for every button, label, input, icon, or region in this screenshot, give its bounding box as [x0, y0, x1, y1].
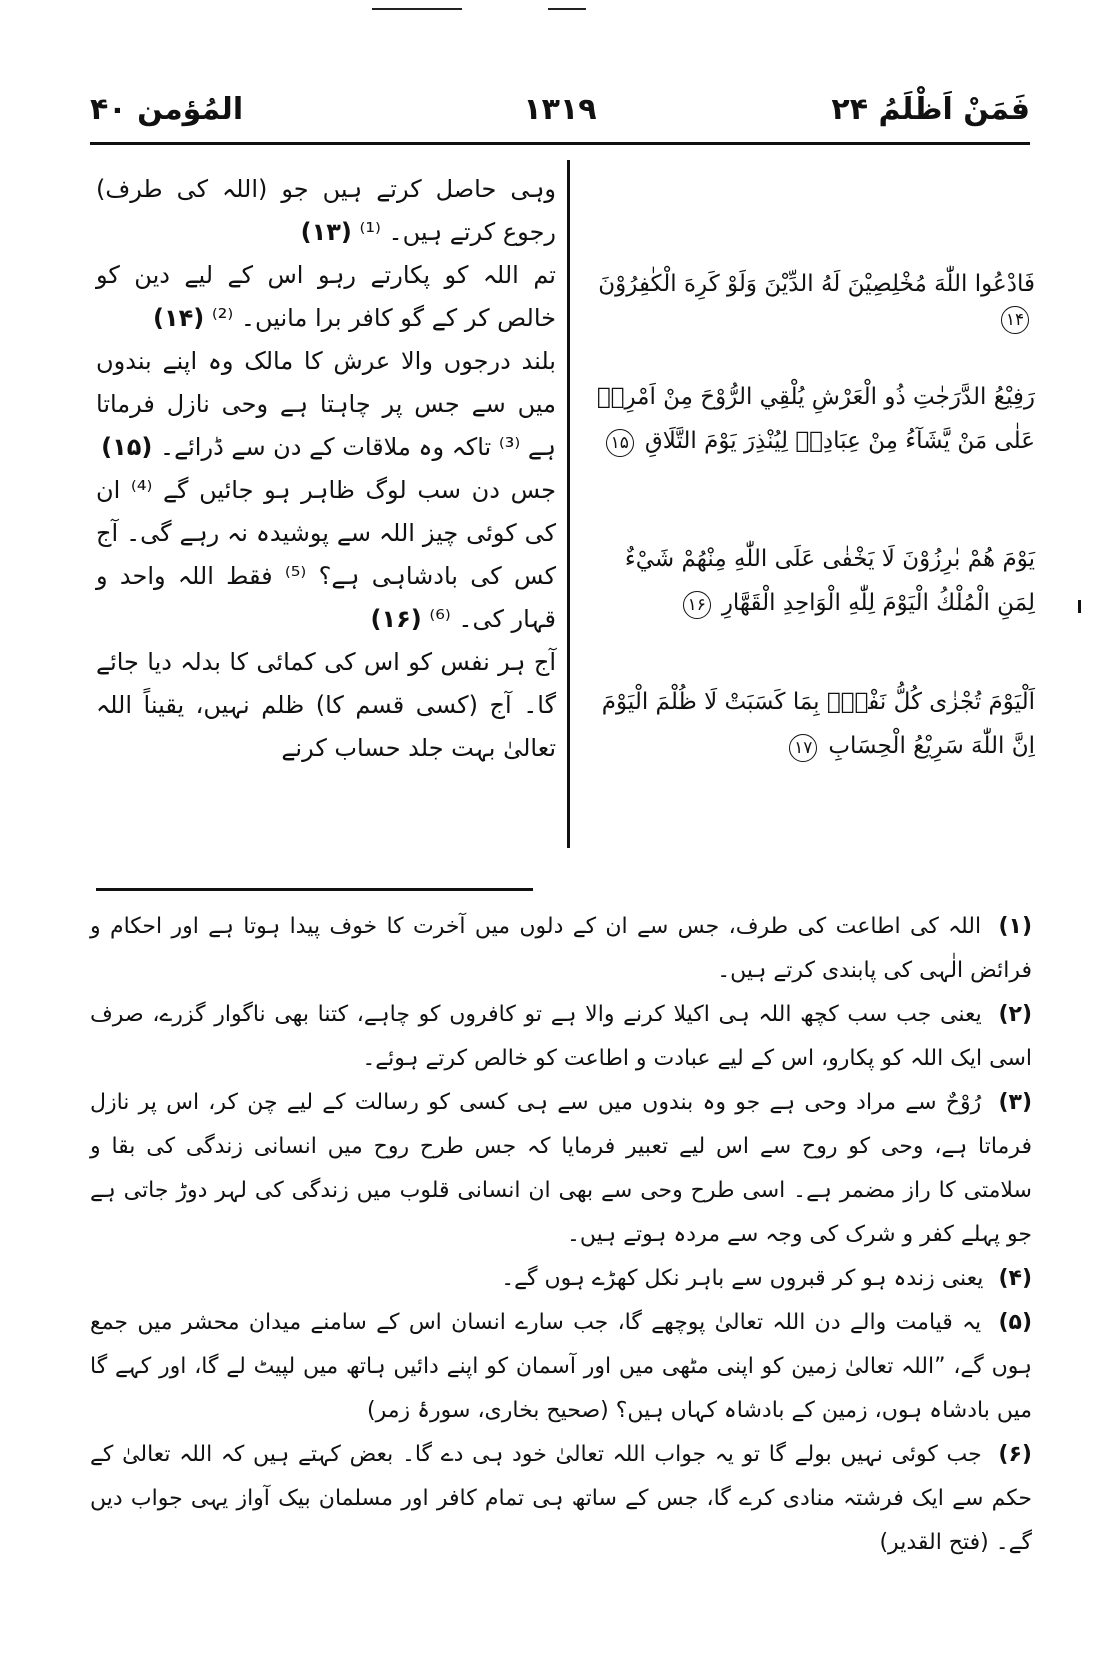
- footnote-number: (۴): [998, 1266, 1032, 1291]
- verse-reference: (۱۶): [370, 605, 422, 633]
- translation-text: آج ہر نفس کو اس کی کمائی کا بدلہ دیا جائے گا۔ آج (کسی قسم کا) ظلم نہیں، یقیناً اللہ تعالیٰ بہت جلد حساب کرنے: [96, 648, 556, 762]
- translation-paragraph: [96, 254, 556, 340]
- translation-paragraph: [96, 168, 556, 254]
- footnote-text: یعنی زندہ ہو کر قبروں سے باہر نکل کھڑے ہوں گے۔: [501, 1266, 984, 1291]
- footnote-text: یعنی جب سب کچھ اللہ ہی اکیلا کرنے والا ہے تو کافروں کو چاہے، کتنا بھی ناگوار گزرے، صرف اسی ایک اللہ کو پکارو، اس کے لیے عبادت و اطاعت کو خالص کرتے ہوئے۔: [90, 1002, 1032, 1071]
- footnote-number: (۱): [998, 914, 1032, 939]
- ayah-number-marker: ۱۶: [683, 591, 711, 619]
- header-rule: [90, 142, 1030, 145]
- footnote-separator: [96, 888, 533, 891]
- verse-reference: (۱۳): [300, 218, 352, 246]
- footnote: [90, 905, 1032, 993]
- top-edge-mark: [548, 8, 586, 10]
- footnote: [90, 993, 1032, 1081]
- juz-title: فَمَنْ اَظْلَمُ ۲۴: [831, 92, 1030, 127]
- page-number: ۱۳۱۹: [523, 92, 597, 127]
- surah-title: المُؤمن ۴۰: [90, 92, 244, 127]
- footnote: [90, 1081, 1032, 1257]
- footnote-text: رُوْحٌ سے مراد وحی ہے جو وہ بندوں میں سے ہی کسی کو رسالت کے لیے چن کر، اس پر نازل فرماتا ہے، وحی کو روح سے اس لیے تعبیر فرمایا کہ جس طرح روح میں انسانی زندگی کی بقا و سلامتی کا راز مضمر ہے۔ اسی طرح وحی سے بھی ان انسانی قلوب میں زندگی کی لہر دوڑ جاتی ہے جو پہلے کفر و شرک کی وجہ سے مردہ ہوتے ہیں۔: [90, 1090, 1032, 1247]
- translation-paragraph: [96, 340, 556, 469]
- footnote-text: جب کوئی نہیں بولے گا تو یہ جواب اللہ تعالیٰ خود ہی دے گا۔ بعض کہتے ہیں کہ اللہ تعالیٰ کے حکم سے ایک فرشتہ منادی کرے گا، جس کے ساتھ ہی تمام کافر اور مسلمان بیک آواز یہی جواب دیں گے۔ (فتح القدیر): [90, 1442, 1032, 1555]
- arabic-verse-text: رَفِيْعُ الدَّرَجٰتِ ذُو الْعَرْشِ يُلْقِي الرُّوْحَ مِنْ اَمْرِهٖ عَلٰى مَنْ يَّشَآءُ مِنْ عِبَادِهٖ لِيُنْذِرَ يَوْمَ التَّلَاقِ: [596, 384, 1035, 454]
- footnote: [90, 1433, 1032, 1565]
- translation-paragraph: [96, 641, 556, 770]
- translation-text: تم اللہ کو پکارتے رہو اس کے لیے دین کو خالص کر کے گو کافر برا مانیں۔ ⁽²⁾: [96, 261, 556, 332]
- verse-reference: (۱۴): [152, 304, 205, 332]
- arabic-verse: [585, 537, 1035, 625]
- footnote-number: (۵): [998, 1310, 1032, 1335]
- ayah-number-marker: ۱۴: [1001, 306, 1029, 334]
- footnote-text: اللہ کی اطاعت کی طرف، جس سے ان کے دلوں میں آخرت کا خوف پیدا ہوتا ہے اور احکام و فرائض الٰہی کی پابندی کرتے ہیں۔: [90, 914, 1032, 983]
- translation-text: بلند درجوں والا عرش کا مالک وہ اپنے بندوں میں سے جس پر چاہتا ہے وحی نازل فرماتا ہے ⁽³⁾ تاکہ وہ ملاقات کے دن سے ڈرائے۔: [96, 347, 556, 461]
- footnote: [90, 1257, 1032, 1301]
- translation-text: وہی حاصل کرتے ہیں جو (اللہ کی طرف) رجوع کرتے ہیں۔ ⁽¹⁾: [96, 175, 556, 246]
- margin-mark: [1078, 600, 1081, 613]
- arabic-verse: [585, 375, 1035, 463]
- footnote-number: (۶): [998, 1442, 1032, 1467]
- arabic-verse-text: فَادْعُوا اللّٰهَ مُخْلِصِيْنَ لَهُ الدِّيْنَ وَلَوْ كَرِهَ الْكٰفِرُوْنَ: [598, 271, 1035, 297]
- arabic-verse-text: يَوْمَ هُمْ بٰرِزُوْنَ لَا يَخْفٰى عَلَى اللّٰهِ مِنْهُمْ شَيْءٌ لِمَنِ الْمُلْكُ الْيَوْمَ لِلّٰهِ الْوَاحِدِ الْقَهَّارِ: [624, 546, 1035, 616]
- footnote-number: (۳): [998, 1090, 1032, 1115]
- ayah-number-marker: ۱۷: [789, 734, 817, 762]
- column-divider: [567, 160, 570, 848]
- footnote: [90, 1301, 1032, 1433]
- footnotes: [90, 905, 1032, 1565]
- translation-paragraph: [96, 469, 556, 641]
- top-edge-mark: [372, 8, 462, 10]
- arabic-verse-text: اَلْيَوْمَ تُجْزٰى كُلُّ نَفْسٍۭ بِمَا كَسَبَتْ لَا ظُلْمَ الْيَوْمَ اِنَّ اللّٰهَ سَرِيْعُ الْحِسَابِ: [601, 689, 1035, 759]
- arabic-verse: [585, 262, 1035, 334]
- verse-reference: (۱۵): [101, 433, 153, 461]
- ayah-number-marker: ۱۵: [606, 429, 634, 457]
- arabic-verse: [585, 680, 1035, 768]
- translation-text: جس دن سب لوگ ظاہر ہو جائیں گے ⁽⁴⁾ ان کی کوئی چیز اللہ سے پوشیدہ نہ رہے گی۔ آج کس کی بادشاہی ہے؟ ⁽⁵⁾ فقط اللہ واحد و قہار کی۔ ⁽⁶⁾: [96, 476, 556, 633]
- footnote-text: یہ قیامت والے دن اللہ تعالیٰ پوچھے گا، جب سارے انسان اس کے سامنے میدان محشر میں جمع ہوں گے، ”اللہ تعالیٰ زمین کو اپنی مٹھی میں اور آسمان کو اپنے دائیں ہاتھ میں لپیٹ لے گا، اور کہے گا میں بادشاہ ہوں، زمین کے بادشاہ کہاں ہیں؟ (صحیح بخاری، سورۂ زمر): [90, 1310, 1032, 1423]
- footnote-number: (۲): [998, 1002, 1033, 1027]
- urdu-translation: [96, 168, 556, 770]
- page-header: [90, 92, 1030, 142]
